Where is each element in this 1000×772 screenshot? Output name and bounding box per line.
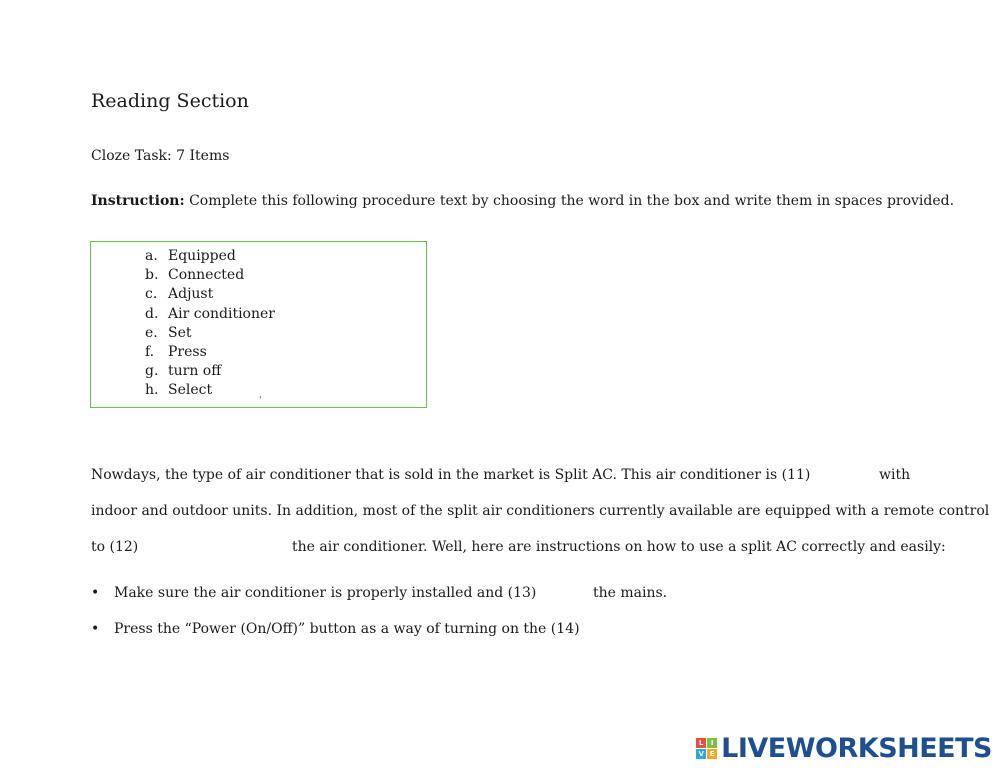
paragraph-line-1: Nowdays, the type of air conditioner that is sold in the market is Split AC. This air conditioner is (11) <box>91 467 811 483</box>
option-word: Select <box>168 382 213 399</box>
option-word: Air conditioner <box>168 305 275 322</box>
task-subtitle: Cloze Task: 7 Items <box>91 148 230 164</box>
paragraph-line-3-start: to (12) <box>91 539 139 555</box>
option-letter: a. <box>145 248 158 264</box>
paragraph-line-1-end: with <box>879 467 911 483</box>
option-word: turn off <box>168 363 222 380</box>
word-option-h <box>145 381 275 400</box>
section-title: Reading Section <box>91 90 249 112</box>
paragraph-line-2: indoor and outdoor units. In addition, most of the split air conditioners currently available are equipped with a remote control <box>91 503 990 519</box>
option-letter: e. <box>145 324 158 341</box>
option-letter: b. <box>145 267 159 284</box>
instruction-label: Instruction: <box>91 193 185 209</box>
logo-letter-l: L <box>696 738 706 748</box>
liveworksheets-logo <box>696 733 992 764</box>
option-word: Equipped <box>168 248 236 264</box>
bullet-icon: • <box>91 621 100 637</box>
logo-icon <box>696 738 717 759</box>
word-option-a <box>145 247 275 266</box>
instruction-body: Complete this following procedure text by choosing the word in the box and write them in spaces provided. <box>189 193 955 209</box>
word-option-b <box>145 266 275 285</box>
word-option-g <box>145 362 275 381</box>
option-word: Adjust <box>168 286 214 303</box>
option-letter: h. <box>145 382 159 399</box>
bullet-1-text: Make sure the air conditioner is properly installed and (13) <box>114 585 537 601</box>
bullet-1-after: the mains. <box>593 585 668 601</box>
instruction-text <box>91 193 954 209</box>
logo-letter-v: V <box>696 749 706 759</box>
word-option-c <box>145 285 275 304</box>
option-letter: g. <box>145 363 159 380</box>
logo-letter-i: I <box>707 738 717 748</box>
option-word: Connected <box>168 267 245 284</box>
option-word: Set <box>168 324 192 341</box>
bullet-2-text: Press the “Power (On/Off)” button as a way of turning on the (14) <box>114 621 580 637</box>
option-letter: f. <box>145 344 155 361</box>
stray-tick-mark: ' <box>259 396 262 406</box>
paragraph-line-3-end: the air conditioner. Well, here are instructions on how to use a split AC correctly and easily: <box>292 539 946 555</box>
bullet-icon: • <box>91 585 100 601</box>
logo-letter-e: E <box>707 749 717 759</box>
word-option-d <box>145 305 275 324</box>
option-word: Press <box>168 344 207 361</box>
option-letter: c. <box>145 286 158 303</box>
word-list <box>145 247 275 401</box>
word-option-f <box>145 343 275 362</box>
option-letter: d. <box>145 305 159 322</box>
logo-text: LIVEWORKSHEETS <box>721 733 992 764</box>
word-option-e <box>145 324 275 343</box>
